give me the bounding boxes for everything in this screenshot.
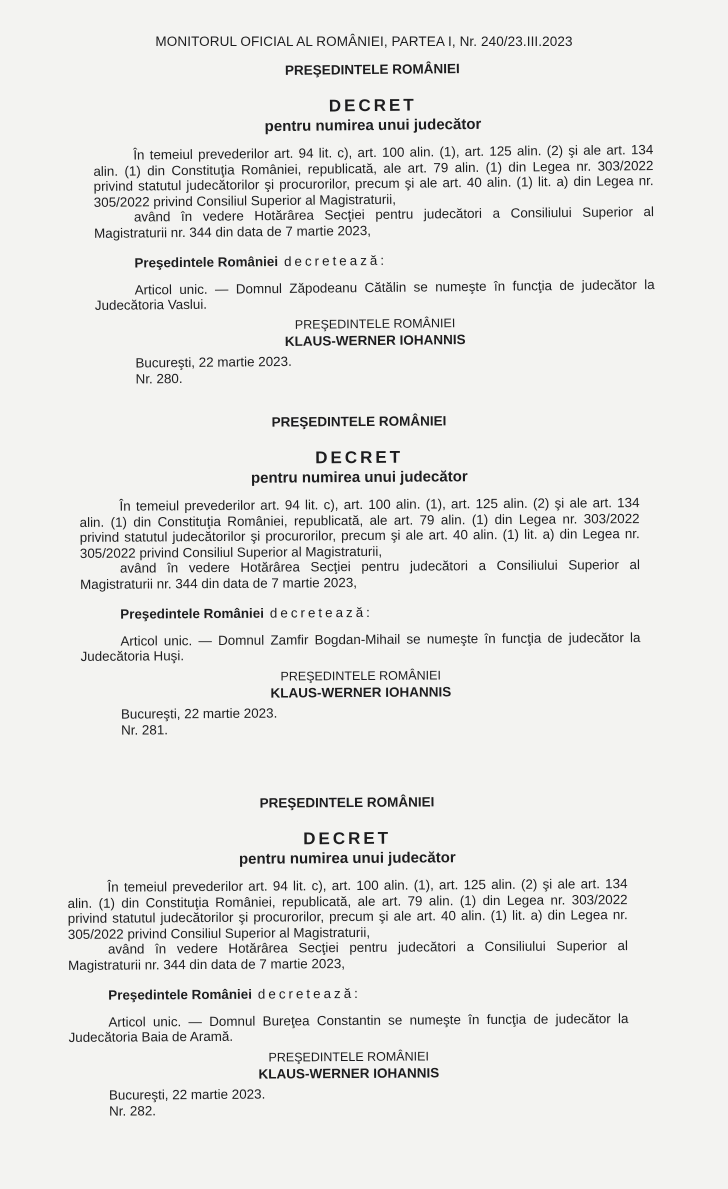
decree-title: DECRET xyxy=(303,828,392,849)
signature-name: KLAUS-WERNER IOHANNIS xyxy=(284,331,466,349)
signature-role: PREŞEDINTELE ROMÂNIEI xyxy=(294,315,456,332)
decree-considering xyxy=(80,557,640,592)
article-text: Articol unic. — Domnul Zăpodeanu Cătălin se numeşte în funcţia de judecător la Judecătoria Vaslui. xyxy=(94,276,655,314)
decrees-who: Preşedintele României xyxy=(120,605,264,622)
article-text: Articol unic. — Domnul Zamfir Bogdan-Mihail se numeşte în funcţia de judecător la Judecătoria Huşi. xyxy=(80,629,641,665)
preamble-legal-basis: În temeiul prevederilor art. 94 lit. c), art. 100 alin. (1), art. 125 alin. (2) şi ale art. 134 alin. (1) din Constituţia României, republicată, ale art. 79 alin. (1) din Legea nr. 303/2022 privind statutul judecătorilor şi procurorilor, precum şi ale art. 40 alin. (1) lit. a) din Legea nr. 305/2022 privind Consiliul Superior al Magistraturii, xyxy=(93,142,654,210)
place-date: Bucureşti, 22 martie 2023. xyxy=(108,1086,266,1103)
signature-role: PREŞEDINTELE ROMÂNIEI xyxy=(280,668,441,684)
masthead: MONITORUL OFICIAL AL ROMÂNIEI, PARTEA I, Nr. 240/23.III.2023 xyxy=(155,34,573,49)
decree-formula xyxy=(108,984,628,1003)
decree-issuer: PREŞEDINTELE ROMÂNIEI xyxy=(284,61,460,78)
decree-preamble xyxy=(67,876,627,942)
place-date: Bucureşti, 22 martie 2023. xyxy=(120,705,278,722)
signature-name: KLAUS-WERNER IOHANNIS xyxy=(270,684,452,701)
decree-considering xyxy=(94,204,654,241)
decree-subtitle: pentru numirea unui judecător xyxy=(238,849,456,868)
decree-formula xyxy=(120,603,640,622)
decree-282 xyxy=(67,793,629,1120)
decree-number: Nr. 281. xyxy=(121,722,169,738)
decrees-verb: decretează: xyxy=(257,985,361,1002)
decrees-verb: decretează: xyxy=(283,252,388,269)
decree-281 xyxy=(79,412,641,739)
signature-role: PREŞEDINTELE ROMÂNIEI xyxy=(268,1049,429,1065)
preamble-considering: având în vedere Hotărârea Secţiei pentru judecători a Consiliului Superior al Magistraturii nr. 344 din data de 7 martie 2023, xyxy=(80,557,640,592)
preamble-legal-basis: În temeiul prevederilor art. 94 lit. c), art. 100 alin. (1), art. 125 alin. (2) şi ale art. 134 alin. (1) din Constituţia României, republicată, ale art. 79 alin. (1) din Legea nr. 303/2022 privind statutul judecătorilor şi procurorilor, precum şi ale art. 40 alin. (1) lit. a) din Legea nr. 305/2022 privind Consiliul Superior al Magistraturii, xyxy=(67,876,628,942)
decree-subtitle: pentru numirea unui judecător xyxy=(264,115,482,136)
decree-issuer: PREŞEDINTELE ROMÂNIEI xyxy=(271,413,447,430)
decree-number: Nr. 282. xyxy=(109,1103,157,1119)
decree-title: DECRET xyxy=(328,95,417,116)
place-date: Bucureşti, 22 martie 2023. xyxy=(135,353,292,371)
decree-article xyxy=(95,277,655,314)
decree-preamble xyxy=(93,142,654,210)
decrees-who: Preşedintele României xyxy=(108,986,252,1003)
decree-number: Nr. 280. xyxy=(135,370,183,387)
decree-title: DECRET xyxy=(315,447,404,468)
decree-considering xyxy=(68,938,628,973)
decree-formula xyxy=(134,250,654,270)
preamble-legal-basis: În temeiul prevederilor art. 94 lit. c), art. 100 alin. (1), art. 125 alin. (2) şi ale art. 134 alin. (1) din Constituţia României, republicată, ale art. 79 alin. (1) din Legea nr. 303/2022 privind statutul judecătorilor şi procurorilor, precum şi ale art. 40 alin. (1) lit. a) din Legea nr. 305/2022 privind Consiliul Superior al Magistraturii, xyxy=(79,495,640,561)
decree-280 xyxy=(92,59,655,388)
preamble-considering: având în vedere Hotărârea Secţiei pentru judecători a Consiliului Superior al Magistraturii nr. 344 din data de 7 martie 2023, xyxy=(68,938,628,973)
preamble-considering: având în vedere Hotărârea Secţiei pentru judecători a Consiliului Superior al Magistraturii nr. 344 din data de 7 martie 2023, xyxy=(94,204,654,241)
decree-article xyxy=(68,1011,628,1046)
article-text: Articol unic. — Domnul Bureţea Constantin se numeşte în funcţia de judecător la Judecătoria Baia de Aramă. xyxy=(68,1010,629,1046)
decree-article xyxy=(80,630,640,665)
decree-subtitle: pentru numirea unui judecător xyxy=(250,468,468,487)
decree-preamble xyxy=(79,495,639,561)
decree-issuer: PREŞEDINTELE ROMÂNIEI xyxy=(259,794,435,811)
signature-name: KLAUS-WERNER IOHANNIS xyxy=(258,1065,440,1082)
decrees-verb: decretează: xyxy=(269,604,373,621)
decrees-who: Preşedintele României xyxy=(134,253,279,271)
